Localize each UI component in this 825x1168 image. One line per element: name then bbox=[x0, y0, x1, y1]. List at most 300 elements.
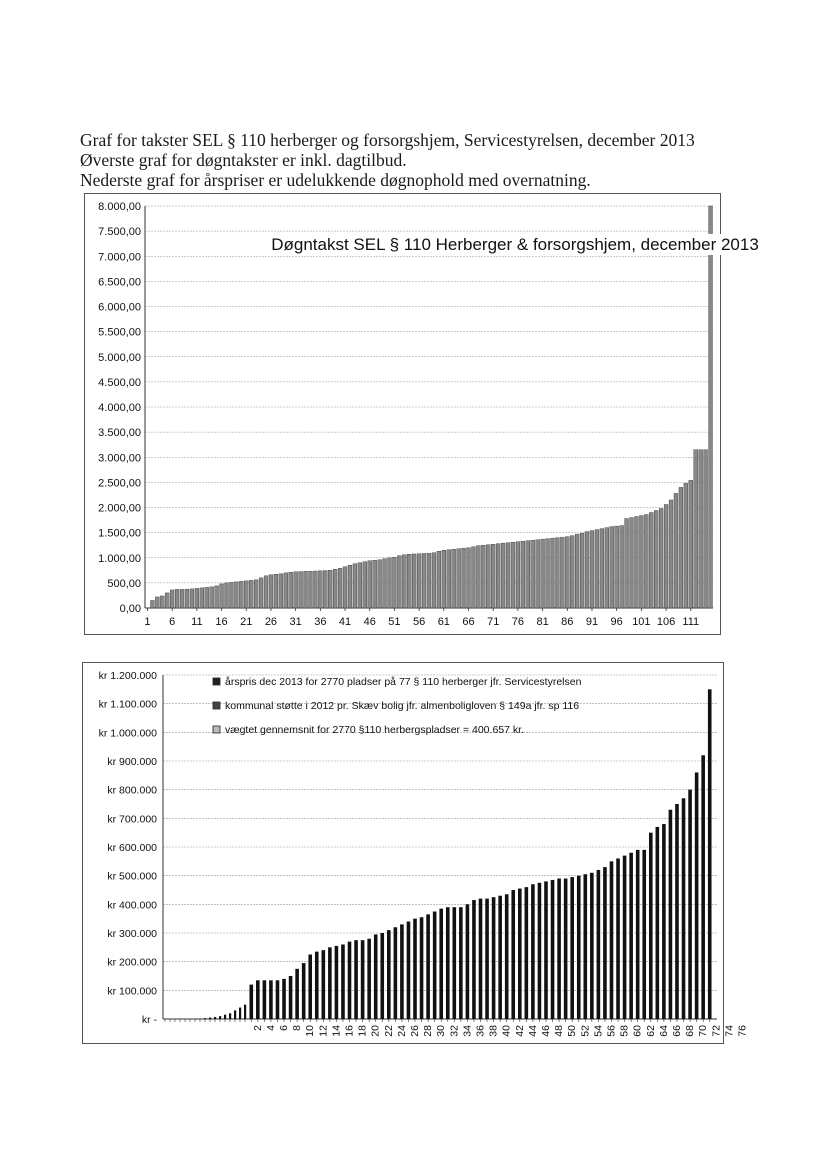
x-tick-label: 2 bbox=[251, 1025, 264, 1031]
bar bbox=[610, 527, 614, 608]
bar bbox=[420, 917, 424, 1019]
x-tick-label: 66 bbox=[670, 1025, 683, 1037]
x-tick-label: 106 bbox=[656, 616, 676, 628]
x-tick-label: 52 bbox=[579, 1025, 592, 1037]
bar bbox=[367, 939, 371, 1019]
intro-line-1: Graf for takster SEL § 110 herberger og forsorgshjem, Servicestyrelsen, december 2013 bbox=[80, 130, 695, 150]
x-tick-label: 70 bbox=[697, 1025, 710, 1037]
bar bbox=[615, 526, 619, 608]
x-tick-label: 64 bbox=[657, 1025, 670, 1037]
bar bbox=[150, 600, 154, 608]
bar bbox=[570, 877, 574, 1019]
bar bbox=[180, 589, 184, 608]
bar bbox=[160, 596, 164, 608]
bar bbox=[383, 559, 387, 608]
bar bbox=[392, 557, 396, 608]
x-tick-label: 101 bbox=[632, 616, 651, 628]
bar bbox=[603, 867, 607, 1019]
bar bbox=[190, 589, 194, 608]
bar bbox=[536, 540, 540, 608]
bar bbox=[289, 976, 293, 1019]
x-tick-label: 22 bbox=[382, 1025, 395, 1037]
x-tick-label: 111 bbox=[682, 616, 700, 628]
chart-daily-rate bbox=[85, 194, 759, 634]
y-tick-label: 7.500,00 bbox=[98, 226, 141, 239]
bar bbox=[570, 536, 574, 608]
x-tick-label: 96 bbox=[610, 616, 623, 628]
bar bbox=[299, 572, 303, 608]
x-tick-label: 36 bbox=[474, 1025, 487, 1037]
bar bbox=[388, 558, 392, 608]
bar bbox=[234, 1010, 236, 1019]
bar bbox=[368, 561, 372, 608]
y-tick-label: kr - bbox=[141, 1014, 157, 1026]
bar bbox=[437, 551, 441, 608]
intro-line-2: Øverste graf for døgntakster er inkl. dagtilbud. bbox=[80, 150, 407, 170]
y-tick-label: 4.000,00 bbox=[98, 402, 141, 414]
bar bbox=[165, 593, 169, 608]
bar bbox=[313, 571, 317, 608]
bar bbox=[585, 532, 589, 608]
bar bbox=[422, 553, 426, 608]
bar bbox=[639, 516, 643, 608]
bar bbox=[654, 511, 658, 608]
y-tick-label: 3.000,00 bbox=[98, 452, 141, 465]
bar bbox=[294, 572, 298, 608]
x-tick-label: 36 bbox=[314, 616, 327, 628]
x-tick-label: 32 bbox=[448, 1025, 461, 1037]
bar bbox=[439, 909, 443, 1019]
bar bbox=[308, 955, 312, 1020]
x-tick-label: 12 bbox=[317, 1025, 330, 1037]
x-tick-label: 42 bbox=[513, 1025, 526, 1037]
bar bbox=[175, 589, 179, 608]
bar bbox=[476, 546, 480, 608]
bar bbox=[479, 899, 483, 1019]
x-tick-label: 48 bbox=[553, 1025, 566, 1037]
bar bbox=[282, 979, 286, 1019]
x-tick-label: 50 bbox=[566, 1025, 579, 1037]
bar bbox=[555, 538, 559, 608]
bar bbox=[544, 881, 548, 1019]
x-tick-label: 6 bbox=[278, 1025, 291, 1031]
bar bbox=[629, 853, 633, 1019]
bar bbox=[432, 553, 436, 608]
bar bbox=[669, 500, 673, 608]
bar bbox=[496, 544, 500, 608]
bar bbox=[373, 560, 377, 608]
y-tick-label: 500,00 bbox=[107, 577, 141, 590]
bar bbox=[256, 980, 260, 1019]
bar bbox=[564, 879, 568, 1019]
bar bbox=[210, 587, 214, 608]
bar bbox=[322, 950, 326, 1019]
x-tick-label: 56 bbox=[412, 616, 426, 628]
bar bbox=[335, 946, 339, 1019]
x-tick-label: 10 bbox=[304, 1025, 317, 1037]
bar bbox=[583, 874, 587, 1019]
bar bbox=[225, 583, 229, 608]
bar bbox=[447, 550, 451, 608]
x-tick-label: 28 bbox=[422, 1025, 435, 1037]
bar bbox=[361, 940, 365, 1019]
bar bbox=[642, 850, 646, 1019]
bar bbox=[590, 531, 594, 608]
bar bbox=[467, 548, 471, 608]
chart-annual-price-frame bbox=[82, 662, 749, 1044]
bar bbox=[694, 450, 698, 608]
bar bbox=[538, 883, 542, 1019]
bar bbox=[394, 927, 398, 1019]
bar bbox=[341, 944, 345, 1019]
bar bbox=[674, 493, 678, 608]
bar bbox=[597, 870, 601, 1019]
bar bbox=[354, 940, 358, 1019]
bar bbox=[630, 518, 634, 608]
y-tick-label: 0,00 bbox=[119, 603, 141, 615]
x-tick-label: 56 bbox=[605, 1025, 618, 1037]
bar bbox=[239, 1008, 241, 1019]
y-tick-label: kr 1.200.000 bbox=[98, 670, 157, 682]
bar bbox=[433, 912, 437, 1020]
y-tick-label: 6.500,00 bbox=[98, 276, 141, 289]
bar bbox=[374, 934, 378, 1019]
bar bbox=[220, 584, 224, 608]
x-tick-label: 58 bbox=[618, 1025, 631, 1037]
y-tick-label: 7.000,00 bbox=[98, 251, 141, 264]
x-tick-label: 16 bbox=[215, 616, 228, 628]
bar bbox=[407, 922, 411, 1019]
bar bbox=[417, 554, 421, 608]
y-tick-label: kr 500.000 bbox=[107, 870, 157, 883]
y-tick-label: 5.000,00 bbox=[98, 351, 141, 364]
x-tick-label: 86 bbox=[561, 616, 574, 628]
y-tick-label: 4.500,00 bbox=[98, 376, 141, 389]
bar bbox=[659, 509, 663, 608]
bar bbox=[348, 942, 352, 1019]
y-tick-label: kr 200.000 bbox=[107, 956, 157, 969]
bar bbox=[205, 587, 209, 608]
chart-annual-price bbox=[83, 663, 749, 1043]
bar bbox=[689, 480, 693, 608]
bar bbox=[279, 574, 283, 608]
bar bbox=[610, 861, 614, 1019]
bar bbox=[302, 963, 306, 1019]
bar bbox=[215, 586, 219, 608]
bar bbox=[219, 1016, 221, 1019]
chart-title: Døgntakst SEL § 110 Herberger & forsorgshjem, december 2013 bbox=[271, 235, 759, 254]
bar bbox=[466, 904, 470, 1019]
bar bbox=[230, 582, 234, 608]
bar bbox=[195, 588, 199, 608]
bar bbox=[577, 876, 581, 1019]
bar bbox=[486, 545, 490, 608]
bar bbox=[328, 947, 332, 1019]
bar bbox=[531, 884, 535, 1019]
bar bbox=[492, 897, 496, 1019]
x-tick-label: 41 bbox=[338, 616, 352, 628]
bar bbox=[620, 526, 624, 608]
bar bbox=[318, 571, 322, 608]
y-tick-label: 8.000,00 bbox=[98, 201, 141, 213]
bar bbox=[155, 597, 159, 608]
bar bbox=[343, 567, 347, 608]
bar bbox=[595, 530, 599, 608]
bar bbox=[664, 504, 668, 608]
bar bbox=[644, 515, 648, 608]
bar bbox=[605, 528, 609, 608]
bar bbox=[623, 856, 627, 1019]
bar bbox=[695, 772, 699, 1019]
bar bbox=[501, 543, 505, 608]
bar bbox=[551, 880, 555, 1019]
bar bbox=[274, 574, 278, 608]
bar bbox=[709, 206, 713, 608]
bar bbox=[304, 571, 308, 608]
bar bbox=[453, 907, 457, 1019]
bar bbox=[459, 907, 463, 1019]
x-tick-label: 61 bbox=[437, 616, 450, 628]
x-tick-label: 26 bbox=[409, 1025, 422, 1037]
bar bbox=[518, 889, 522, 1019]
x-tick-label: 18 bbox=[356, 1025, 369, 1037]
bar bbox=[284, 573, 288, 608]
y-tick-label: 3.500,00 bbox=[98, 427, 141, 440]
x-tick-label: 46 bbox=[363, 616, 376, 628]
y-tick-label: kr 700.000 bbox=[107, 813, 157, 826]
bar bbox=[557, 879, 561, 1019]
bar bbox=[684, 483, 688, 608]
bar bbox=[427, 553, 431, 608]
bar bbox=[249, 985, 253, 1019]
bar bbox=[446, 907, 450, 1019]
bar bbox=[295, 969, 299, 1019]
bar bbox=[402, 555, 406, 608]
legend-entry: årspris dec 2013 for 2770 pladser på 77 § 110 herberger jfr. Servicestyrelsen bbox=[225, 676, 582, 688]
legend-marker bbox=[213, 678, 220, 685]
x-tick-label: 68 bbox=[684, 1025, 697, 1037]
bar bbox=[525, 887, 529, 1019]
bar bbox=[560, 537, 564, 608]
bar bbox=[289, 572, 293, 608]
bar bbox=[472, 900, 476, 1019]
bar bbox=[656, 827, 660, 1019]
x-tick-label: 60 bbox=[631, 1025, 644, 1037]
intro-line-3: Nederste graf for årspriser er udelukkende døgnophold med overnatning. bbox=[80, 170, 591, 190]
x-tick-label: 30 bbox=[435, 1025, 448, 1037]
bar bbox=[315, 952, 319, 1019]
bar bbox=[682, 798, 686, 1019]
x-tick-label: 21 bbox=[240, 616, 253, 628]
bar bbox=[407, 554, 411, 608]
bar bbox=[412, 554, 416, 608]
bar bbox=[244, 1005, 246, 1019]
bar bbox=[452, 549, 456, 608]
x-tick-label: 4 bbox=[264, 1025, 277, 1031]
bar bbox=[239, 581, 243, 608]
bar bbox=[338, 568, 342, 608]
bar bbox=[701, 755, 705, 1019]
bar bbox=[333, 569, 337, 608]
x-tick-label: 6 bbox=[169, 616, 176, 628]
bar bbox=[472, 547, 476, 608]
bar bbox=[485, 899, 489, 1019]
bar bbox=[662, 824, 666, 1019]
x-tick-label: 11 bbox=[191, 616, 203, 628]
bar bbox=[353, 564, 357, 608]
bar bbox=[575, 534, 579, 608]
legend-entry: vægtet gennemsnit for 2770 §110 herbergspladser = 400.657 kr. bbox=[225, 724, 524, 736]
y-tick-label: kr 900.000 bbox=[107, 756, 157, 768]
y-tick-label: 1.000,00 bbox=[98, 552, 141, 565]
x-tick-label: 20 bbox=[369, 1025, 382, 1037]
legend-marker bbox=[213, 702, 220, 709]
x-tick-label: 31 bbox=[289, 616, 302, 628]
bar bbox=[708, 689, 712, 1019]
bar bbox=[380, 933, 384, 1019]
bar bbox=[462, 548, 466, 608]
bar bbox=[531, 540, 535, 608]
x-tick-label: 24 bbox=[395, 1025, 408, 1037]
bar bbox=[185, 589, 189, 608]
intro-text bbox=[80, 130, 780, 190]
bar bbox=[269, 980, 273, 1019]
y-tick-label: 1.500,00 bbox=[98, 527, 141, 540]
x-tick-label: 16 bbox=[343, 1025, 356, 1037]
x-tick-label: 8 bbox=[291, 1025, 304, 1031]
bar bbox=[669, 810, 673, 1019]
y-tick-label: 5.500,00 bbox=[98, 326, 141, 339]
bar bbox=[546, 539, 550, 608]
x-tick-label: 26 bbox=[264, 616, 278, 628]
bar bbox=[541, 539, 545, 608]
bar bbox=[551, 538, 555, 608]
bar bbox=[214, 1017, 216, 1019]
bar bbox=[397, 556, 401, 608]
bar bbox=[309, 571, 313, 608]
bar bbox=[675, 804, 679, 1019]
bar bbox=[635, 517, 639, 608]
bar bbox=[387, 930, 391, 1019]
x-tick-label: 38 bbox=[487, 1025, 500, 1037]
bar bbox=[413, 919, 417, 1019]
bar bbox=[269, 575, 273, 608]
bar bbox=[649, 833, 653, 1019]
bar bbox=[224, 1015, 226, 1019]
bar bbox=[457, 549, 461, 608]
bar bbox=[526, 541, 530, 608]
bar bbox=[699, 450, 703, 608]
bar bbox=[200, 588, 204, 608]
bar bbox=[244, 581, 248, 608]
x-tick-label: 71 bbox=[487, 616, 500, 628]
bar bbox=[636, 850, 640, 1019]
x-tick-label: 72 bbox=[710, 1025, 723, 1037]
bar bbox=[580, 533, 584, 608]
bar bbox=[565, 537, 569, 608]
y-tick-label: kr 1.000.000 bbox=[98, 727, 157, 740]
bar bbox=[600, 529, 604, 608]
x-tick-label: 40 bbox=[500, 1025, 513, 1037]
bar bbox=[358, 563, 362, 608]
x-tick-label: 62 bbox=[644, 1025, 657, 1037]
bar bbox=[204, 1018, 206, 1019]
x-tick-label: 91 bbox=[585, 616, 599, 628]
y-tick-label: kr 300.000 bbox=[107, 928, 157, 940]
bar bbox=[426, 914, 430, 1019]
bar bbox=[442, 550, 446, 608]
y-tick-label: kr 400.000 bbox=[107, 899, 157, 912]
x-tick-label: 44 bbox=[526, 1025, 539, 1037]
x-tick-label: 46 bbox=[539, 1025, 552, 1037]
bar bbox=[679, 487, 683, 608]
y-tick-label: 2.500,00 bbox=[98, 477, 141, 490]
bar bbox=[170, 590, 174, 608]
y-tick-label: kr 1.100.000 bbox=[98, 698, 157, 711]
bar bbox=[229, 1013, 231, 1019]
bar bbox=[649, 513, 653, 608]
x-tick-label: 74 bbox=[723, 1025, 736, 1037]
x-tick-label: 66 bbox=[462, 616, 475, 628]
x-tick-label: 14 bbox=[330, 1025, 343, 1037]
bar bbox=[259, 578, 263, 608]
x-tick-label: 76 bbox=[736, 1025, 749, 1037]
bar bbox=[323, 571, 327, 608]
x-tick-label: 51 bbox=[388, 616, 401, 628]
x-tick-label: 81 bbox=[536, 616, 549, 628]
bar bbox=[481, 545, 485, 608]
y-tick-label: 2.000,00 bbox=[98, 502, 141, 515]
bar bbox=[400, 924, 404, 1019]
bar bbox=[616, 858, 620, 1019]
x-tick-label: 76 bbox=[511, 616, 525, 628]
bar bbox=[688, 790, 692, 1019]
bar bbox=[498, 896, 502, 1019]
bar bbox=[348, 565, 352, 608]
bar bbox=[263, 980, 267, 1019]
bar bbox=[506, 543, 510, 608]
x-tick-label: 54 bbox=[592, 1025, 605, 1037]
bar bbox=[209, 1018, 211, 1019]
bar bbox=[704, 450, 708, 608]
bar bbox=[491, 544, 495, 608]
y-tick-label: 6.000,00 bbox=[98, 301, 141, 314]
chart-daily-rate-frame bbox=[84, 193, 759, 635]
bar bbox=[590, 873, 594, 1019]
bar bbox=[234, 582, 238, 608]
y-tick-label: kr 600.000 bbox=[107, 842, 157, 854]
legend-marker bbox=[213, 726, 220, 733]
x-tick-label: 1 bbox=[144, 616, 151, 628]
bar bbox=[378, 560, 382, 608]
bar bbox=[505, 894, 509, 1019]
bar bbox=[328, 570, 332, 608]
legend-entry: kommunal støtte i 2012 pr. Skæv bolig jfr. almenboligloven § 149a jfr. sp 116 bbox=[225, 700, 580, 712]
y-tick-label: kr 100.000 bbox=[107, 985, 157, 998]
bar bbox=[276, 980, 280, 1019]
bar bbox=[625, 519, 629, 608]
bar bbox=[511, 542, 515, 608]
bar bbox=[516, 542, 520, 608]
x-tick-label: 34 bbox=[461, 1025, 474, 1037]
bar bbox=[363, 562, 367, 608]
bar bbox=[264, 576, 268, 608]
bar bbox=[249, 580, 253, 608]
bar bbox=[511, 890, 515, 1019]
y-tick-label: kr 800.000 bbox=[107, 784, 157, 797]
bar bbox=[254, 580, 258, 608]
bar bbox=[521, 541, 525, 608]
